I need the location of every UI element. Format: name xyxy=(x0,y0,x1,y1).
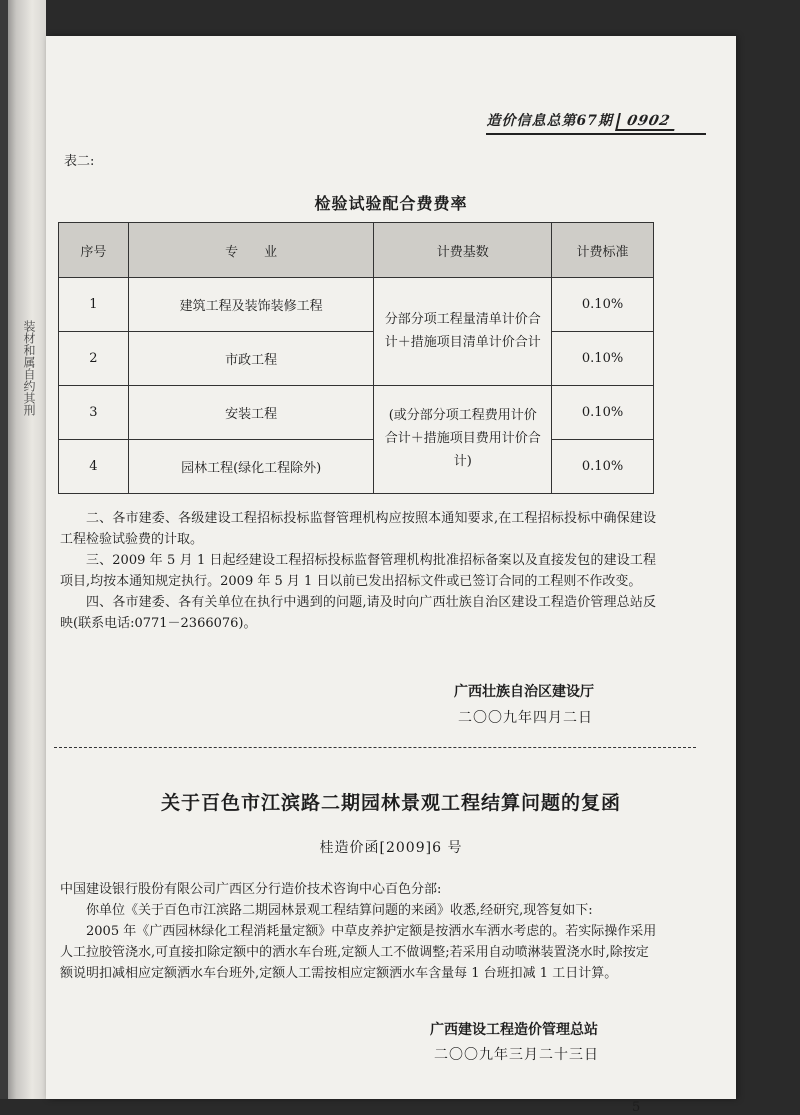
row-specialty: 市政工程 xyxy=(128,332,374,386)
notice-signatory: 广西壮族自治区建设厅 xyxy=(454,684,594,700)
table-label: 表二: xyxy=(64,154,95,169)
reply-signatory: 广西建设工程造价管理总站 xyxy=(430,1022,598,1038)
row-number: 3 xyxy=(59,386,129,440)
table-row xyxy=(59,440,654,494)
header-cell-no: 序号 xyxy=(59,223,129,278)
table-title: 检验试验配合费费率 xyxy=(314,194,468,213)
book-spine xyxy=(0,0,46,1099)
row-specialty: 园林工程(绿化工程除外) xyxy=(128,440,374,494)
notice-date: 二〇〇九年四月二日 xyxy=(458,710,593,726)
row-specialty: 安装工程 xyxy=(128,386,374,440)
reply-paragraph: 2005 年《广西园林绿化工程消耗量定额》中草皮养护定额是按洒水车洒水考虑的。若实际操作采用人工拉胶管浇水,可直接扣除定额中的洒水车台班,定额人工不做调整;若采用自动喷淋装置浇水时,除按定额说明扣减相应定额洒水车台班外,定额人工需按相应定额洒水车含量每 1 台班扣减 1 工日计算。 xyxy=(60,924,657,981)
reply-letter-title: 关于百色市江滨路二期园林景观工程结算问题的复函 xyxy=(160,792,621,814)
row-rate: 0.10% xyxy=(552,332,654,386)
spine-shadow xyxy=(0,0,8,1099)
spine-adjacent-page-text: 装材和属自约其刑 xyxy=(22,320,36,416)
reply-addressee: 中国建设银行股份有限公司广西区分行造价技术咨询中心百色分部: xyxy=(60,882,442,897)
document-number: 桂造价函[2009]6 号 xyxy=(319,840,463,856)
section-divider xyxy=(54,747,696,748)
basis-primary: 分部分项工程量清单计价合计＋措施项目清单计价合计 xyxy=(374,278,552,386)
header-cell-specialty: 专 业 xyxy=(128,223,374,278)
issue-code: 0902 xyxy=(615,113,678,131)
table-row xyxy=(59,386,654,440)
header-cell-rate: 计费标准 xyxy=(552,223,654,278)
row-number: 2 xyxy=(59,332,129,386)
row-number: 4 xyxy=(59,440,129,494)
document-page xyxy=(46,36,736,1115)
notice-paragraph: 三、2009 年 5 月 1 日起经建设工程招标投标监督管理机构批准招标备案以及直接发包的建设工程项目,均按本通知规定执行。2009 年 5 月 1 日以前已发出招标文件或已签订合同的工程则不作改变。 xyxy=(60,553,656,589)
table-header-row xyxy=(59,223,654,278)
row-rate: 0.10% xyxy=(552,278,654,332)
row-number: 1 xyxy=(59,278,129,332)
basis-alternative: (或分部分项工程费用计价合计＋措施项目费用计价合计) xyxy=(374,386,552,494)
table-row xyxy=(59,278,654,332)
row-rate: 0.10% xyxy=(552,386,654,440)
header-cell-basis: 计费基数 xyxy=(374,223,552,278)
running-header xyxy=(487,110,676,131)
reply-paragraph: 你单位《关于百色市江滨路二期园林景观工程结算问题的来函》收悉,经研究,现答复如下: xyxy=(86,903,593,918)
publication-name: 造价信息总第67期 xyxy=(486,113,614,129)
header-rule xyxy=(486,133,706,135)
notice-paragraph: 四、各市建委、各有关单位在执行中遇到的问题,请及时向广西壮族自治区建设工程造价管理总站反映(联系电话:0771－2366076)。 xyxy=(60,595,656,631)
reply-date: 二〇〇九年三月二十三日 xyxy=(434,1047,599,1063)
row-rate: 0.10% xyxy=(552,440,654,494)
table-row xyxy=(59,332,654,386)
row-specialty: 建筑工程及装饰装修工程 xyxy=(128,278,374,332)
notice-paragraph: 二、各市建委、各级建设工程招标投标监督管理机构应按照本通知要求,在工程招标投标中确保建设工程检验试验费的计取。 xyxy=(60,511,656,547)
fee-rate-table xyxy=(58,222,654,494)
page-number: 5 xyxy=(632,1100,641,1115)
